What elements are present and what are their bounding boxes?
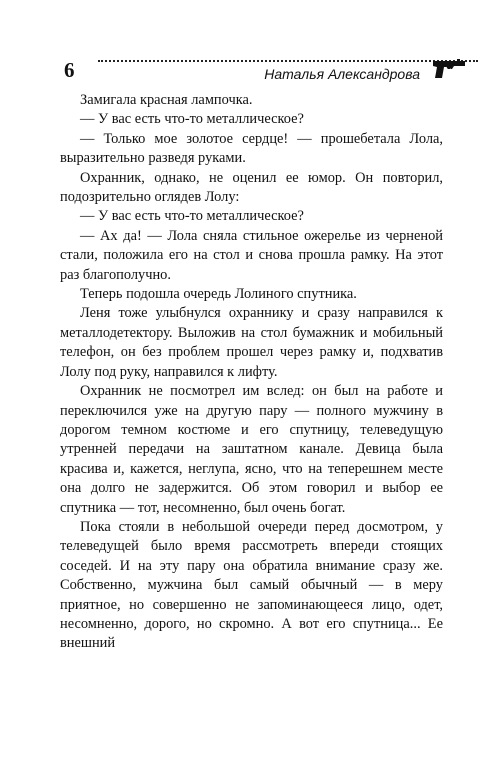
paragraph: — У вас есть что-то металлическое? (80, 111, 304, 128)
paragraph: Замигала красная лампочка. (80, 92, 253, 108)
running-header (60, 52, 460, 88)
paragraph: — Ах да! — Лола сняла стильное ожерелье из черненой стали, положила его на стол и снова прошла рамку. На этот раз благополучно. (60, 227, 443, 283)
paragraph: Охранник не посмотрел им вслед: он был на работе и переключился уже на другую пару — полного мужчину в дорогом темном костюме и его спутницу, телеведущую утренней передачи на заштатном канале. Девица была красива и, кажется, неглупа, ясно, что на теперешнем месте она долго не задержится. Об этом говорил и выбор ее спутника — тот, несомненно, был очень богат. (60, 383, 443, 516)
body-text (60, 91, 443, 654)
page-number: 6 (64, 58, 75, 82)
paragraph: — Только мое золотое сердце! — прошебетала Лола, выразительно разведя руками. (60, 130, 443, 167)
dotted-rule (98, 60, 478, 62)
pistol-icon (432, 56, 466, 80)
paragraph: Теперь подошла очередь Лолиного спутника. (80, 286, 357, 303)
paragraph: Охранник, однако, не оценил ее юмор. Он повторил, подозрительно оглядев Лолу: (60, 169, 443, 206)
paragraph: Леня тоже улыбнулся охраннику и сразу направился к металлодетектору. Выложив на стол бумажник и мобильный телефон, он без проблем прошел через рамку и, подхватив Лолу под руку, направился к лифту. (60, 305, 443, 380)
paragraph: Пока стояли в небольшой очереди перед досмотром, у телеведущей было время рассмотреть впереди стоящих соседей. И на эту пару она обратила внимание сразу же. Собственно, мужчина был самый обычный — в меру приятное, но совершенно не запоминающееся лицо, одет, несомненно, дорого, но скромно. А вот его спутница... Ее внешний (60, 518, 443, 652)
paragraph: — У вас есть что-то металлическое? (80, 208, 304, 225)
author-name: Наталья Александрова (264, 66, 420, 82)
